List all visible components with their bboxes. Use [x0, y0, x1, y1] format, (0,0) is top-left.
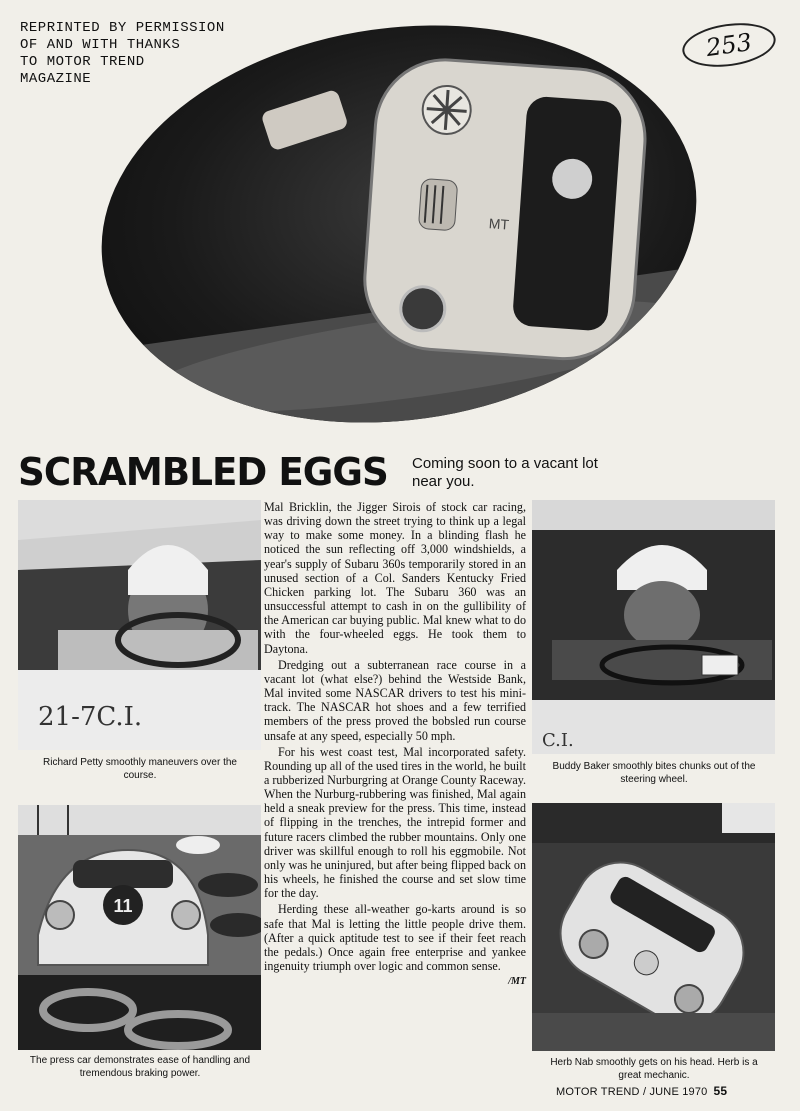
subheadline: Coming soon to a vacant lot near you.	[412, 455, 598, 490]
article-signature: /MT	[508, 976, 526, 988]
photo-richard-petty	[18, 500, 261, 750]
footer-publication: MOTOR TREND / JUNE 1970	[556, 1086, 708, 1098]
rolled-car-illustration	[532, 803, 775, 1051]
headline: SCRAMBLED EGGS	[18, 450, 388, 494]
article-paragraph: For his west coast test, Mal incorporated safety. Rounding up all of the used tires in the world, he built a rubberized Nurburgring at Orange County Raceway. When the Nurburg-rubbering was finished, Mal again held a sneak preview for the press. This time, instead of flipping in the trenches, the intrepid former and future racers climbed the rubber mountains. Only one driver was skillful enough to roll his eggmobile. Not only was he uninjured, but after being flipped back on his wheels, he finished the course and set slow time for the day.	[264, 744, 526, 901]
handwritten-page-number: 253	[680, 18, 779, 73]
caption-buddy-baker: Buddy Baker smoothly bites chunks out of the steering wheel.	[552, 761, 756, 785]
article-paragraph: Herding these all-weather go-karts around is so safe that Mal is letting the little people drive them. (After a quick aptitude test to see if their feet reach the pedals.) Once again free enterprise and yankee ingenuity triumph over logic and common sense.	[264, 902, 526, 973]
caption-herb-nab: Herb Nab smoothly gets on his head. Herb is a great mechanic.	[550, 1057, 758, 1081]
footer-page-number: 55	[713, 1084, 728, 1098]
caption-press-car: The press car demonstrates ease of handling and tremendous braking power.	[29, 1055, 251, 1079]
press-car-number: 11	[113, 896, 133, 916]
driver-in-car-illustration	[532, 500, 775, 754]
photo-buddy-baker	[532, 500, 775, 754]
page-footer	[556, 1084, 727, 1098]
photo-press-car	[18, 805, 261, 1050]
reprint-line: MAGAZINE	[20, 71, 92, 87]
reprint-notice	[20, 20, 280, 88]
driver-in-car-illustration	[18, 500, 261, 750]
petty-car-number: 21-7C.I.	[38, 702, 143, 732]
baker-car-number: C.I.	[542, 730, 574, 751]
caption-richard-petty: Richard Petty smoothly maneuvers over the course.	[43, 757, 237, 781]
article-paragraph: Mal Bricklin, the Jigger Sirois of stock car racing, was driving down the street trying to think up a legal way to make some money. In a blinding flash he noticed the sun reflecting off 3,000 windshields, a year's supply of Subaru 360s temporarily stored in an unused section of a Col. Sanders Kentucky Fried Chicken parking lot. The Subaru 360 was an unsuccessful attempt to cash in on the gullibility of the American car buying public. Mal knew what to do with the four-wheeled eggs. He took them to Daytona.	[264, 500, 526, 656]
reprint-line: REPRINTED BY PERMISSION	[20, 20, 225, 36]
article-paragraph: Dredging out a subterranean race course in a vacant lot (what else?) behind the Westside Bank, Mal invited some NASCAR drivers to test his mini-track. The NASCAR hot shoes and a few terrified members of the press proved the bobsled run course unsafe at any speed, especially 50 mph.	[264, 657, 526, 743]
article-body	[264, 500, 526, 989]
photo-herb-nab	[532, 803, 775, 1051]
press-car-illustration	[18, 805, 261, 1050]
reprint-line: OF AND WITH THANKS	[20, 37, 181, 53]
hero-car-label: MT	[488, 215, 510, 233]
reprint-line: TO MOTOR TREND	[20, 54, 145, 70]
